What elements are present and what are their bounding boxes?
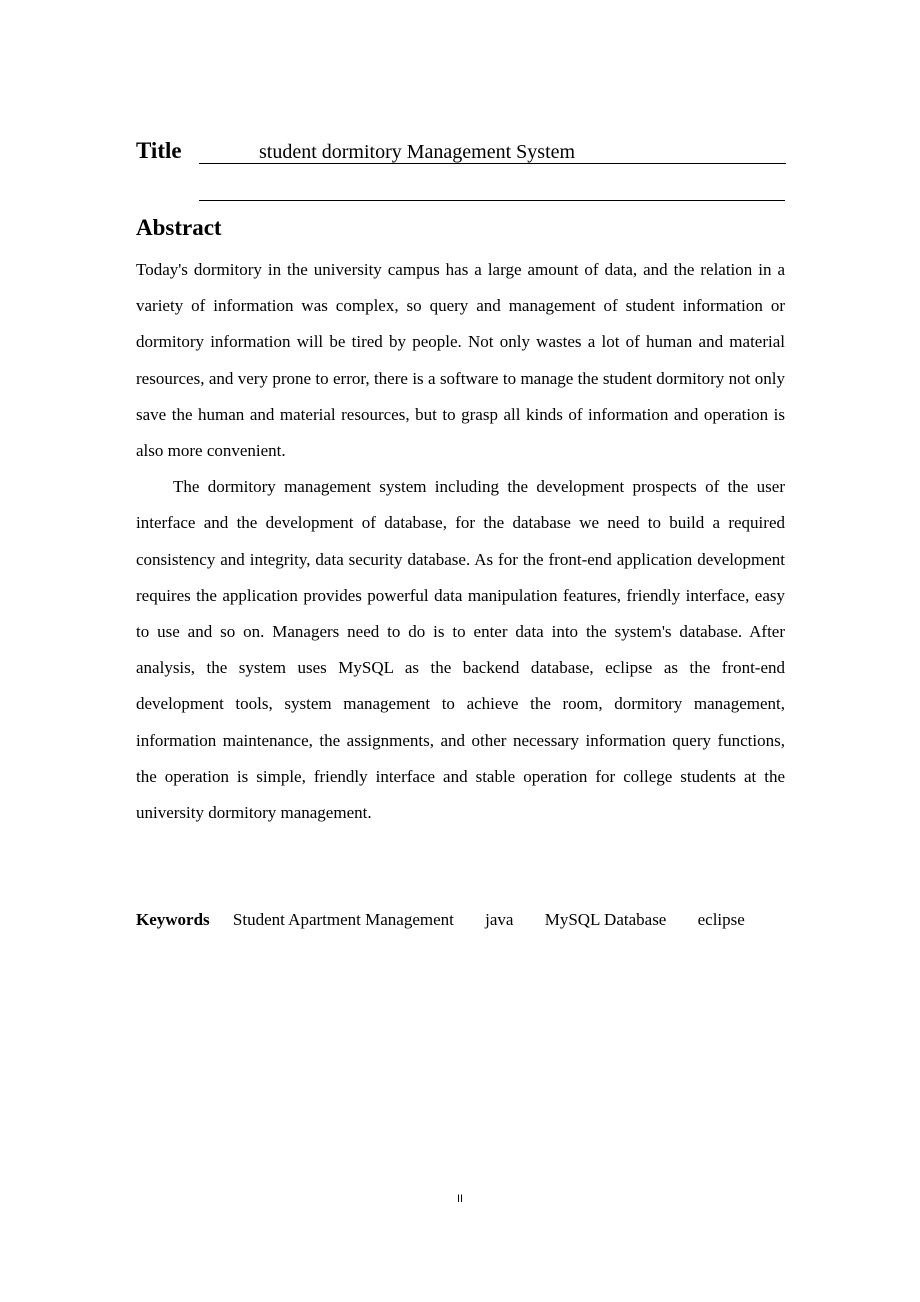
title-label: Title bbox=[136, 138, 182, 163]
title-row bbox=[136, 136, 786, 170]
abstract-body bbox=[136, 252, 785, 831]
keyword-item: Student Apartment Management bbox=[232, 910, 454, 929]
keyword-item: java bbox=[485, 910, 514, 929]
keywords-row bbox=[136, 906, 772, 934]
abstract-paragraph: The dormitory management system including the development prospects of the user interface and the development of database, for the database we need to build a required consistency and integrity, data security database. As for the front-end application development requires the application provides powerful data manipulation features, friendly interface, easy to use and so on. Managers need to do is to enter data into the system's database. After analysis, the system uses MySQL as the backend database, eclipse as the front-end development tools, system management to achieve the room, dormitory management, information maintenance, the assignments, and other necessary information query functions, the operation is simple, friendly interface and stable operation for college students at the university dormitory management. bbox=[136, 477, 785, 823]
abstract-paragraph: Today's dormitory in the university campus has a large amount of data, and the relation in a variety of information was complex, so query and management of student information or dormitory information will be tired by people. Not only wastes a lot of human and material resources, and very prone to error, there is a software to manage the student dormitory not only save the human and material resources, but to grasp all kinds of information and operation is also more convenient. bbox=[136, 260, 785, 461]
keyword-item: MySQL Database bbox=[544, 910, 667, 929]
abstract-heading: Abstract bbox=[136, 215, 222, 240]
title-text: student dormitory Management System bbox=[259, 141, 576, 163]
keyword-item: eclipse bbox=[697, 910, 745, 929]
keywords-label: Keywords bbox=[136, 910, 210, 929]
page-number: II bbox=[456, 1193, 464, 1205]
title-underline-second bbox=[199, 200, 785, 201]
